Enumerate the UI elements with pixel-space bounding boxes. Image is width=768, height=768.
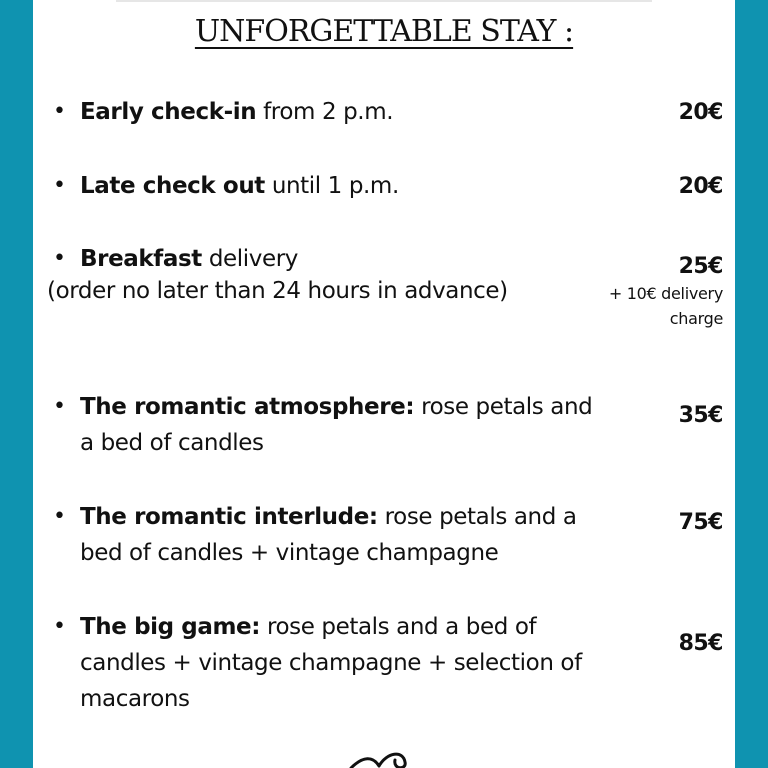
item-name: Breakfast	[80, 246, 202, 272]
item-details: from 2 p.m.	[256, 99, 394, 125]
item-details: delivery	[201, 246, 298, 272]
item-price: 85€	[678, 631, 723, 656]
item-details: rose petals and a bed of candles	[80, 394, 593, 456]
item-description	[53, 168, 600, 204]
item-price: 75€	[678, 510, 723, 535]
item-description	[53, 499, 600, 571]
bullet-icon: •	[53, 394, 66, 419]
bullet-icon: •	[53, 246, 66, 271]
item-description	[53, 609, 600, 717]
item-name: The romantic interlude:	[80, 504, 378, 530]
item-price: 25€	[678, 254, 723, 279]
item-extra-charge: + 10€ delivery charge	[608, 284, 723, 328]
item-description	[53, 94, 600, 130]
item-name: The big game:	[80, 614, 261, 640]
heart-flourish-icon	[343, 748, 433, 768]
top-divider	[116, 0, 652, 2]
bullet-icon: •	[53, 614, 66, 639]
bullet-icon: •	[53, 99, 66, 124]
item-description	[53, 389, 600, 461]
bullet-icon: •	[53, 504, 66, 529]
item-name: The romantic atmosphere:	[80, 394, 415, 420]
item-price: 20€	[678, 100, 723, 125]
item-name: Early check-in	[80, 99, 257, 125]
item-details: rose petals and a bed of candles + vintage champagne + selection of macarons	[80, 614, 582, 712]
item-details: rose petals and a bed of candles + vintage champagne	[80, 504, 577, 566]
item-name: Late check out	[80, 173, 265, 199]
page-title: UNFORGETTABLE STAY :	[194, 14, 574, 49]
item-details: until 1 p.m.	[264, 173, 399, 199]
menu-sheet	[33, 0, 735, 768]
bullet-icon: •	[53, 173, 66, 198]
item-description	[53, 241, 600, 277]
item-price: 35€	[678, 403, 723, 428]
item-note: (order no later than 24 hours in advance)	[47, 278, 508, 304]
item-price: 20€	[678, 174, 723, 199]
